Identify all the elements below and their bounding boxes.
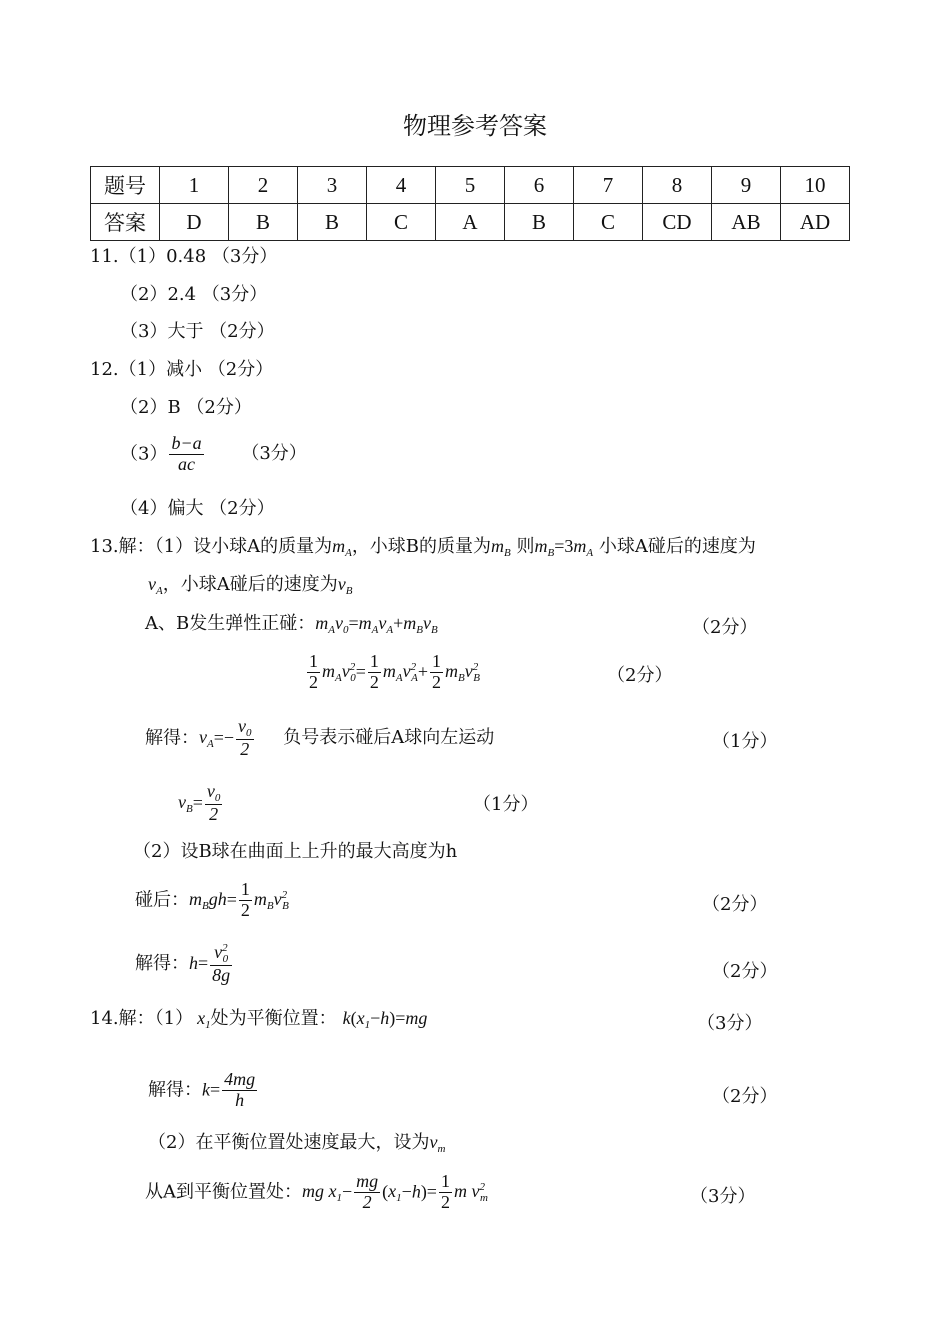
table-cell: B — [298, 204, 367, 241]
q13-solve-prefix: 解得： — [135, 952, 189, 974]
table-cell: 3 — [298, 167, 367, 204]
q14-part-2-text: （2）在平衡位置处速度最大，设为 — [148, 1132, 430, 1153]
q13-after-text: 碰后： — [135, 889, 189, 911]
table-cell: 1 — [160, 167, 229, 204]
q14-equilibrium-text: 处为平衡位置： — [210, 1008, 337, 1029]
table-row — [91, 204, 850, 241]
q13-solve-prefix: 解得： — [145, 727, 199, 749]
table-cell: CD — [643, 204, 712, 241]
table-cell: B — [505, 204, 574, 241]
q12-line-3-prefix: （3） — [120, 443, 168, 465]
q12-line-4: （4）偏大 （2分） — [120, 498, 275, 519]
q11-line-1: 11.（1）0.48 （3分） — [90, 246, 278, 267]
q13-intro-text: ，小球A碰后的速度为 — [162, 574, 338, 595]
points-label: （3分） — [690, 1186, 756, 1207]
table-header-cell: 答案 — [91, 204, 160, 241]
q13-part-2: （2）设B球在曲面上上升的最大高度为h — [133, 841, 458, 862]
q13-energy-eq: $\frac{1}{2}$ $m_Av^2_0=$ $\frac{1}{2}$ $m_Av^2_A+$ $\frac{1}{2}$ $m_Bv^2_B$ — [309, 651, 480, 692]
fraction-numerator: b−a — [171, 433, 202, 453]
q13-solve-vb: $v_B=$ $\frac{v_0}{2}$ — [178, 781, 221, 825]
q13-solve-h: 解得：h= $\frac{v^2_0}{8g}$ — [135, 942, 231, 986]
points-label: （1分） — [712, 731, 778, 752]
table-cell: 7 — [574, 167, 643, 204]
table-cell: 4 — [367, 167, 436, 204]
q14-solve-k: 解得：k= $\frac{4mg}{h}$ — [148, 1069, 256, 1110]
page-title: 物理参考答案 — [403, 112, 547, 140]
q11-line-3: （3）大于 （2分） — [120, 321, 275, 342]
q13-intro-line-1: 13.解：（1）设小球A的质量为$m_A$，小球B的质量为$m_B$ 则$m_B=3m_A$ 小球A碰后的速度为 — [90, 536, 756, 559]
q13-intro-text: 13.解：（1）设小球A的质量为 — [90, 536, 333, 557]
q13-solve-note: 负号表示碰后A球向左运动 — [283, 727, 495, 749]
q13-intro-text: ，小球B的质量为 — [351, 536, 492, 557]
q13-intro-line-2: $v_A$，小球A碰后的速度为$v_B$ — [148, 574, 353, 597]
table-cell: 5 — [436, 167, 505, 204]
q13-intro-text: 则 — [510, 536, 535, 557]
points-label: （3分） — [697, 1013, 763, 1034]
q14-solve-prefix: 解得： — [148, 1079, 202, 1101]
q14-intro-text: 14.解：（1） — [90, 1008, 194, 1029]
table-cell: 9 — [712, 167, 781, 204]
points-label: （2分） — [607, 665, 673, 686]
q11-line-2: （2）2.4 （3分） — [120, 284, 268, 305]
q14-from-a-text: 从A到平衡位置处： — [145, 1181, 302, 1203]
q12-line-2: （2）B （2分） — [120, 397, 252, 418]
q14-part-2: （2）在平衡位置处速度最大，设为$v_m$ — [148, 1132, 446, 1155]
table-cell: 6 — [505, 167, 574, 204]
q12-line-1: 12.（1）减小 （2分） — [90, 359, 274, 380]
table-cell: 2 — [229, 167, 298, 204]
q13-energy-b: 碰后：$m_Bgh=$ $\frac{1}{2}$ $m_Bv^2_B$ — [135, 879, 289, 920]
points-label: （2分） — [712, 961, 778, 982]
q12-line-3-points: （3分） — [241, 443, 307, 465]
q14-intro: 14.解：（1） $x_1$处为平衡位置： $k(x_1-h)=mg$ — [90, 1008, 428, 1031]
points-label: （2分） — [712, 1086, 778, 1107]
q12-line-3 — [120, 434, 307, 475]
fraction — [169, 434, 203, 475]
points-label: （2分） — [702, 894, 768, 915]
q13-momentum-eq: A、B发生弹性正碰：$m_Av_0=m_Av_A+m_Bv_B$ — [145, 613, 438, 636]
fraction-denominator: ac — [178, 453, 196, 474]
table-cell: B — [229, 204, 298, 241]
q13-solve-va: 解得：$v_A=-$ $\frac{v_0}{2}$ 负号表示碰后A球向左运动 — [145, 716, 495, 760]
table-row — [91, 167, 850, 204]
table-header-cell: 题号 — [91, 167, 160, 204]
table-cell: AD — [781, 204, 850, 241]
points-label: （2分） — [692, 617, 758, 638]
table-cell: AB — [712, 204, 781, 241]
table-cell: 8 — [643, 167, 712, 204]
table-cell: D — [160, 204, 229, 241]
answer-table — [90, 166, 850, 241]
table-cell: A — [436, 204, 505, 241]
table-cell: C — [574, 204, 643, 241]
q14-energy-eq: 从A到平衡位置处：mg $x_1-$ $\frac{mg}{2}$ $(x_1-h)=$ $\frac{1}{2}$ m $v^2_m$ — [145, 1171, 488, 1212]
table-cell: C — [367, 204, 436, 241]
table-cell: 10 — [781, 167, 850, 204]
points-label: （1分） — [473, 794, 539, 815]
q13-intro-text: 小球A碰后的速度为 — [593, 536, 756, 557]
q13-collision-text: A、B发生弹性正碰： — [145, 613, 316, 634]
